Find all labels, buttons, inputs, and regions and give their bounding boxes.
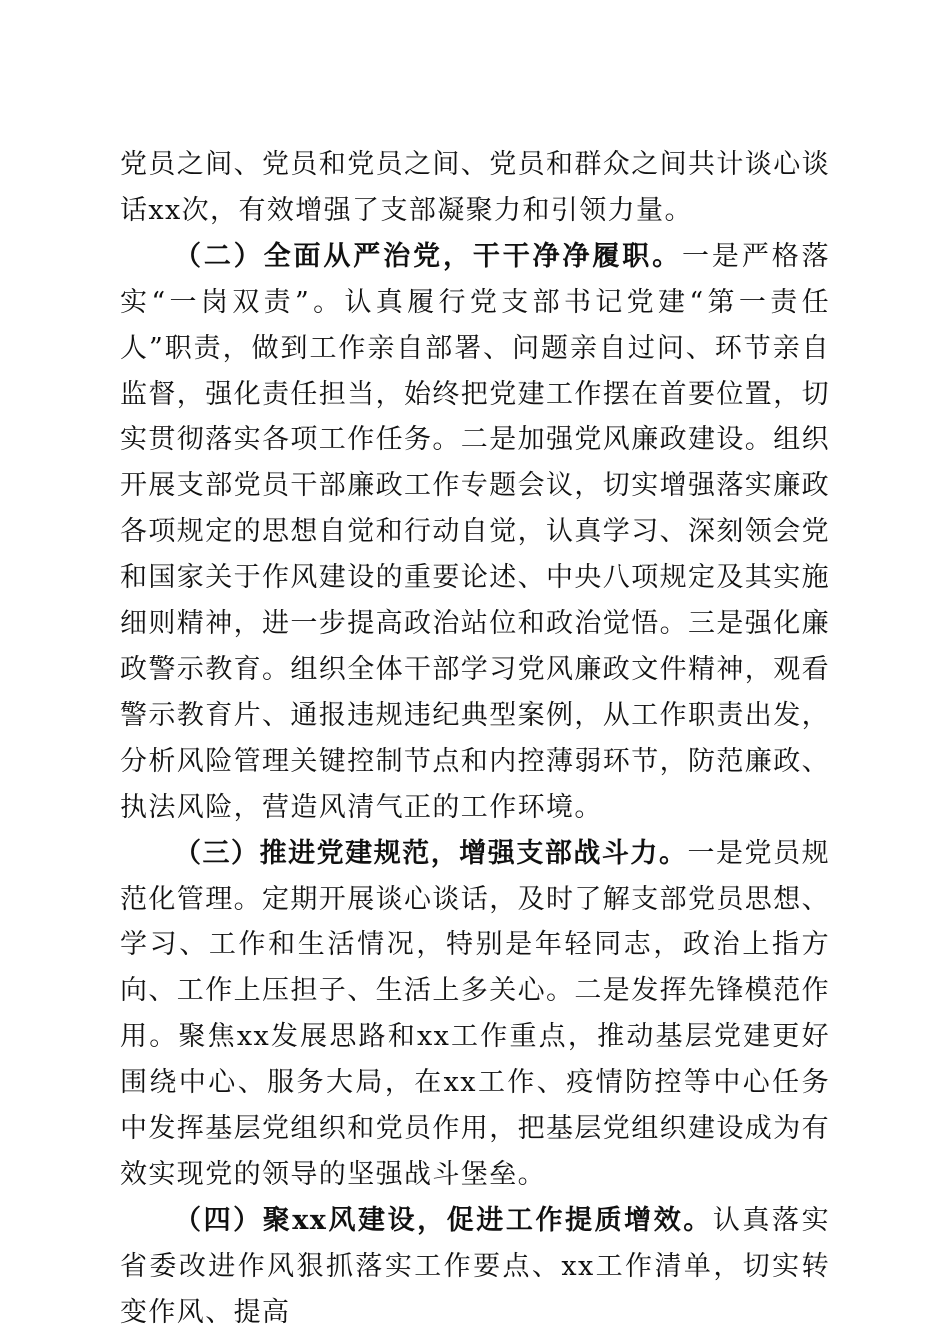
document-body <box>120 142 830 1336</box>
paragraph-section-3 <box>120 831 830 1198</box>
section-heading: （二）全面从严治党，干干净净履职。 <box>174 240 683 272</box>
paragraph-body-text: 党员之间、党员和党员之间、党员和群众之间共计谈心谈话xx次，有效增强了支部凝聚力和引领力量。 <box>120 149 830 226</box>
paragraph-body-text: 一是党员规范化管理。定期开展谈心谈话，及时了解支部党员思想、学习、工作和生活情况，特别是年轻同志，政治上指方向、工作上压担子、生活上多关心。二是发挥先锋模范作用。聚焦xx发展思路和xx工作重点，推动基层党建更好围绕中心、服务大局，在xx工作、疫情防控等中心任务中发挥基层党组织和党员作用，把基层党组织建设成为有效实现党的领导的坚强战斗堡垒。 <box>120 837 831 1190</box>
paragraph-section-2 <box>120 234 830 831</box>
paragraph-continuation <box>120 142 830 234</box>
paragraph-section-4 <box>120 1198 830 1336</box>
section-heading: （三）推进党建规范，增强支部战斗力。 <box>174 837 688 869</box>
section-heading: （四）聚xx风建设，促进工作提质增效。 <box>174 1204 713 1236</box>
paragraph-body-text: 认真落实省委改进作风狠抓落实工作要点、xx工作清单，切实转变作风、提高 <box>120 1204 830 1328</box>
paragraph-body-text: 一是严格落实“一岗双责”。认真履行党支部书记党建“第一责任人”职责，做到工作亲自部署、问题亲自过问、环节亲自监督，强化责任担当，始终把党建工作摆在首要位置，切实贯彻落实各项工作任务。二是加强党风廉政建设。组织开展支部党员干部廉政工作专题会议，切实增强落实廉政各项规定的思想自觉和行动自觉，认真学习、深刻领会党和国家关于作风建设的重要论述、中央八项规定及其实施细则精神，进一步提高政治站位和政治觉悟。三是强化廉政警示教育。组织全体干部学习党风廉政文件精神，观看警示教育片、通报违规违纪典型案例，从工作职责出发，分析风险管理关键控制节点和内控薄弱环节，防范廉政、执法风险，营造风清气正的工作环境。 <box>120 240 830 823</box>
